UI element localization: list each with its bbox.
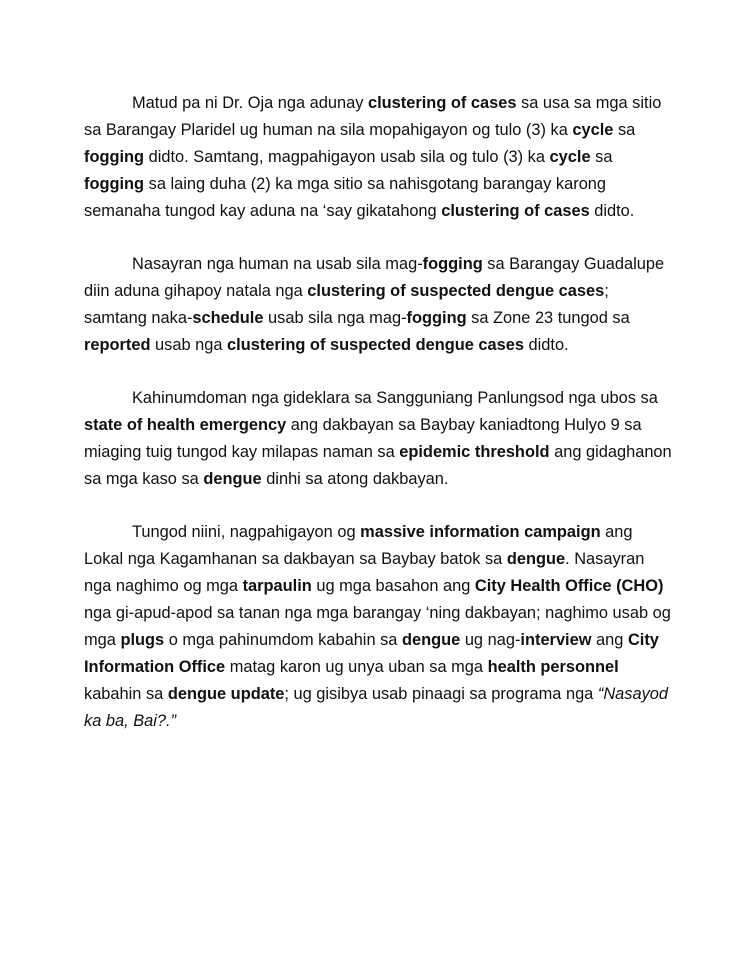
text-run: sa Barangay Guadalupe diin aduna gihapoy natala nga	[84, 255, 665, 300]
bold-text: dengue	[506, 550, 566, 568]
bold-text: health personnel	[487, 658, 619, 676]
text-run: kabahin sa	[84, 685, 168, 703]
bold-text: massive information campaign	[360, 523, 601, 541]
document-page	[84, 90, 674, 761]
bold-text: cycle	[549, 148, 591, 166]
text-run: . Nasayran nga naghimo og mga	[84, 550, 645, 595]
bold-text: plugs	[120, 631, 165, 649]
text-run: sa	[590, 148, 613, 166]
bold-text: epidemic threshold	[399, 443, 550, 461]
bold-text: tarpaulin	[242, 577, 312, 595]
text-run: ang	[591, 631, 628, 649]
text-run: sa Zone 23 tungod sa	[466, 309, 630, 327]
text-run: matag karon ug unya uban sa mga	[225, 658, 488, 676]
text-run: Matud pa ni Dr. Oja nga adunay	[132, 94, 368, 112]
bold-text: reported	[84, 336, 151, 354]
bold-text: dengue update	[167, 685, 285, 703]
text-run: ug nag-	[460, 631, 521, 649]
bold-text: fogging	[84, 148, 145, 166]
bold-text: clustering of suspected dengue cases	[227, 336, 524, 354]
text-run: ang dakbayan sa Baybay kaniadtong Hulyo 9 sa miaging tuig tungod kay milapas naman sa	[84, 416, 642, 461]
bold-text: dengue	[203, 470, 262, 488]
paragraph	[84, 90, 674, 225]
text-run: o mga pahinumdom kabahin sa	[164, 631, 402, 649]
text-run: sa usa sa mga sitio sa Barangay Plaridel ug human na sila mopahigayon og tulo (3) ka	[84, 94, 662, 139]
bold-text: clustering of suspected dengue cases	[307, 282, 605, 300]
text-run: usab sila nga mag-	[263, 309, 407, 327]
text-run: ; ug gisibya usab pinaagi sa programa nga	[284, 685, 598, 703]
bold-text: clustering of cases	[368, 94, 517, 112]
bold-text: cycle	[572, 121, 614, 139]
text-run: dinhi sa atong dakbayan.	[261, 470, 449, 488]
italic-text: “Nasayod ka ba, Bai?.”	[84, 685, 669, 730]
text-run: nga gi-apud-apod sa tanan nga mga barangay ‘ning dakbayan; naghimo usab og mga	[84, 604, 671, 649]
bold-text: fogging	[422, 255, 483, 273]
text-run: didto.	[589, 202, 635, 220]
text-run: Nasayran nga human na usab sila mag-	[132, 255, 423, 273]
paragraph	[84, 519, 674, 735]
bold-text: fogging	[406, 309, 467, 327]
bold-text: schedule	[192, 309, 264, 327]
bold-text: interview	[520, 631, 592, 649]
text-run: ang Lokal nga Kagamhanan sa dakbayan sa Baybay batok sa	[84, 523, 633, 568]
paragraph	[84, 385, 674, 493]
bold-text: dengue	[401, 631, 461, 649]
bold-text: fogging	[84, 175, 145, 193]
text-run: didto.	[524, 336, 569, 354]
text-run: ; samtang naka-	[84, 282, 609, 327]
text-run: usab nga	[150, 336, 228, 354]
text-run: ang gidaghanon sa mga kaso sa	[84, 443, 672, 488]
paragraph	[84, 251, 674, 359]
text-run: sa	[613, 121, 636, 139]
bold-text: City Information Office	[84, 631, 659, 676]
bold-text: City Health Office (CHO)	[474, 577, 664, 595]
bold-text: clustering of cases	[441, 202, 590, 220]
text-run: Tungod niini, nagpahigayon og	[132, 523, 361, 541]
text-run: Kahinumdoman nga gideklara sa Sangguniang Panlungsod nga ubos sa	[132, 389, 658, 407]
bold-text: state of health emergency	[84, 416, 287, 434]
text-run: ug mga basahon ang	[311, 577, 475, 595]
text-run: sa laing duha (2) ka mga sitio sa nahisgotang barangay karong semanaha tungod kay aduna na ‘say gikatahong	[84, 175, 607, 220]
text-run: didto. Samtang, magpahigayon usab sila og tulo (3) ka	[144, 148, 550, 166]
